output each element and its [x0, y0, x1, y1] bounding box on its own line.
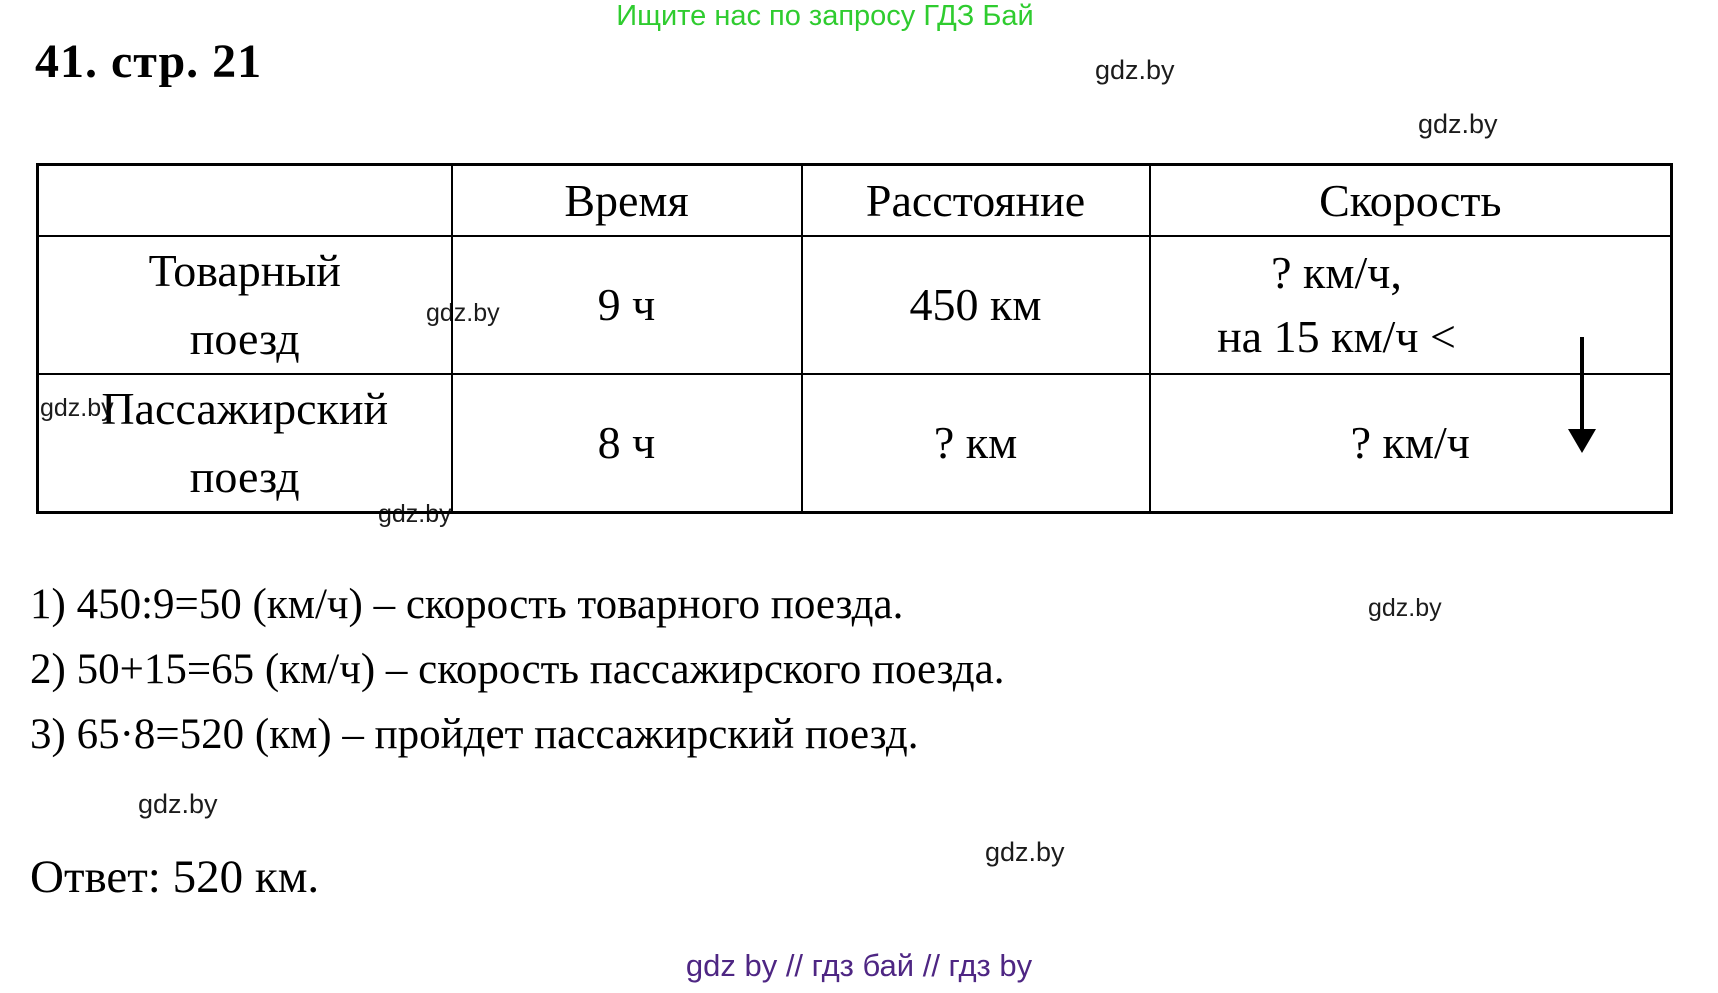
solution-step-1: 1) 450:9=50 (км/ч) – скорость товарного поезда. [30, 581, 904, 628]
cell-passenger-time: 8 ч [452, 374, 802, 513]
header-speed: Скорость [1150, 165, 1672, 236]
header-distance: Расстояние [802, 165, 1150, 236]
cell-freight-train-label [38, 236, 452, 374]
cell-passenger-speed: ? км/ч [1150, 374, 1672, 513]
down-arrow-head [1568, 429, 1596, 453]
promo-banner: Ищите нас по запросу ГДЗ Бай [616, 0, 1034, 32]
down-arrow-icon [1567, 337, 1597, 451]
freight-train-line2: поезд [189, 312, 300, 364]
cell-freight-distance: 450 км [802, 236, 1150, 374]
problem-table [36, 163, 1673, 514]
answer-text: Ответ: 520 км. [30, 851, 320, 903]
table-header-row [38, 165, 1672, 236]
table-row [38, 374, 1672, 513]
watermark: gdz.by [40, 394, 114, 422]
down-arrow-shaft [1580, 337, 1584, 429]
watermark: gdz.by [985, 837, 1065, 867]
table-row [38, 236, 1672, 374]
solution-step-3: 3) 65·8=520 (км) – пройдет пассажирский поезд. [30, 711, 919, 758]
freight-train-line1: Товарный [148, 244, 341, 296]
watermark: gdz.by [138, 789, 218, 819]
passenger-train-line2: поезд [189, 450, 300, 502]
cell-freight-time: 9 ч [452, 236, 802, 374]
footer-links: gdz by // гдз бай // гдз by [685, 948, 1033, 983]
watermark: gdz.by [378, 500, 452, 528]
header-time: Время [452, 165, 802, 236]
freight-speed-line2: на 15 км/ч < [1217, 310, 1456, 362]
solution-step-2: 2) 50+15=65 (км/ч) – скорость пассажирского поезда. [30, 646, 1005, 693]
watermark: gdz.by [1368, 594, 1442, 622]
solution-steps [30, 572, 1005, 767]
page-title: 41. стр. 21 [35, 35, 263, 88]
freight-speed-line1: ? км/ч, [1271, 246, 1402, 298]
watermark: gdz.by [426, 299, 500, 327]
watermark: gdz.by [1418, 109, 1498, 139]
cell-passenger-train-label [38, 374, 452, 513]
watermark: gdz.by [1095, 55, 1175, 85]
header-empty [38, 165, 452, 236]
cell-passenger-distance: ? км [802, 374, 1150, 513]
passenger-train-line1: Пассажирский [101, 382, 389, 434]
